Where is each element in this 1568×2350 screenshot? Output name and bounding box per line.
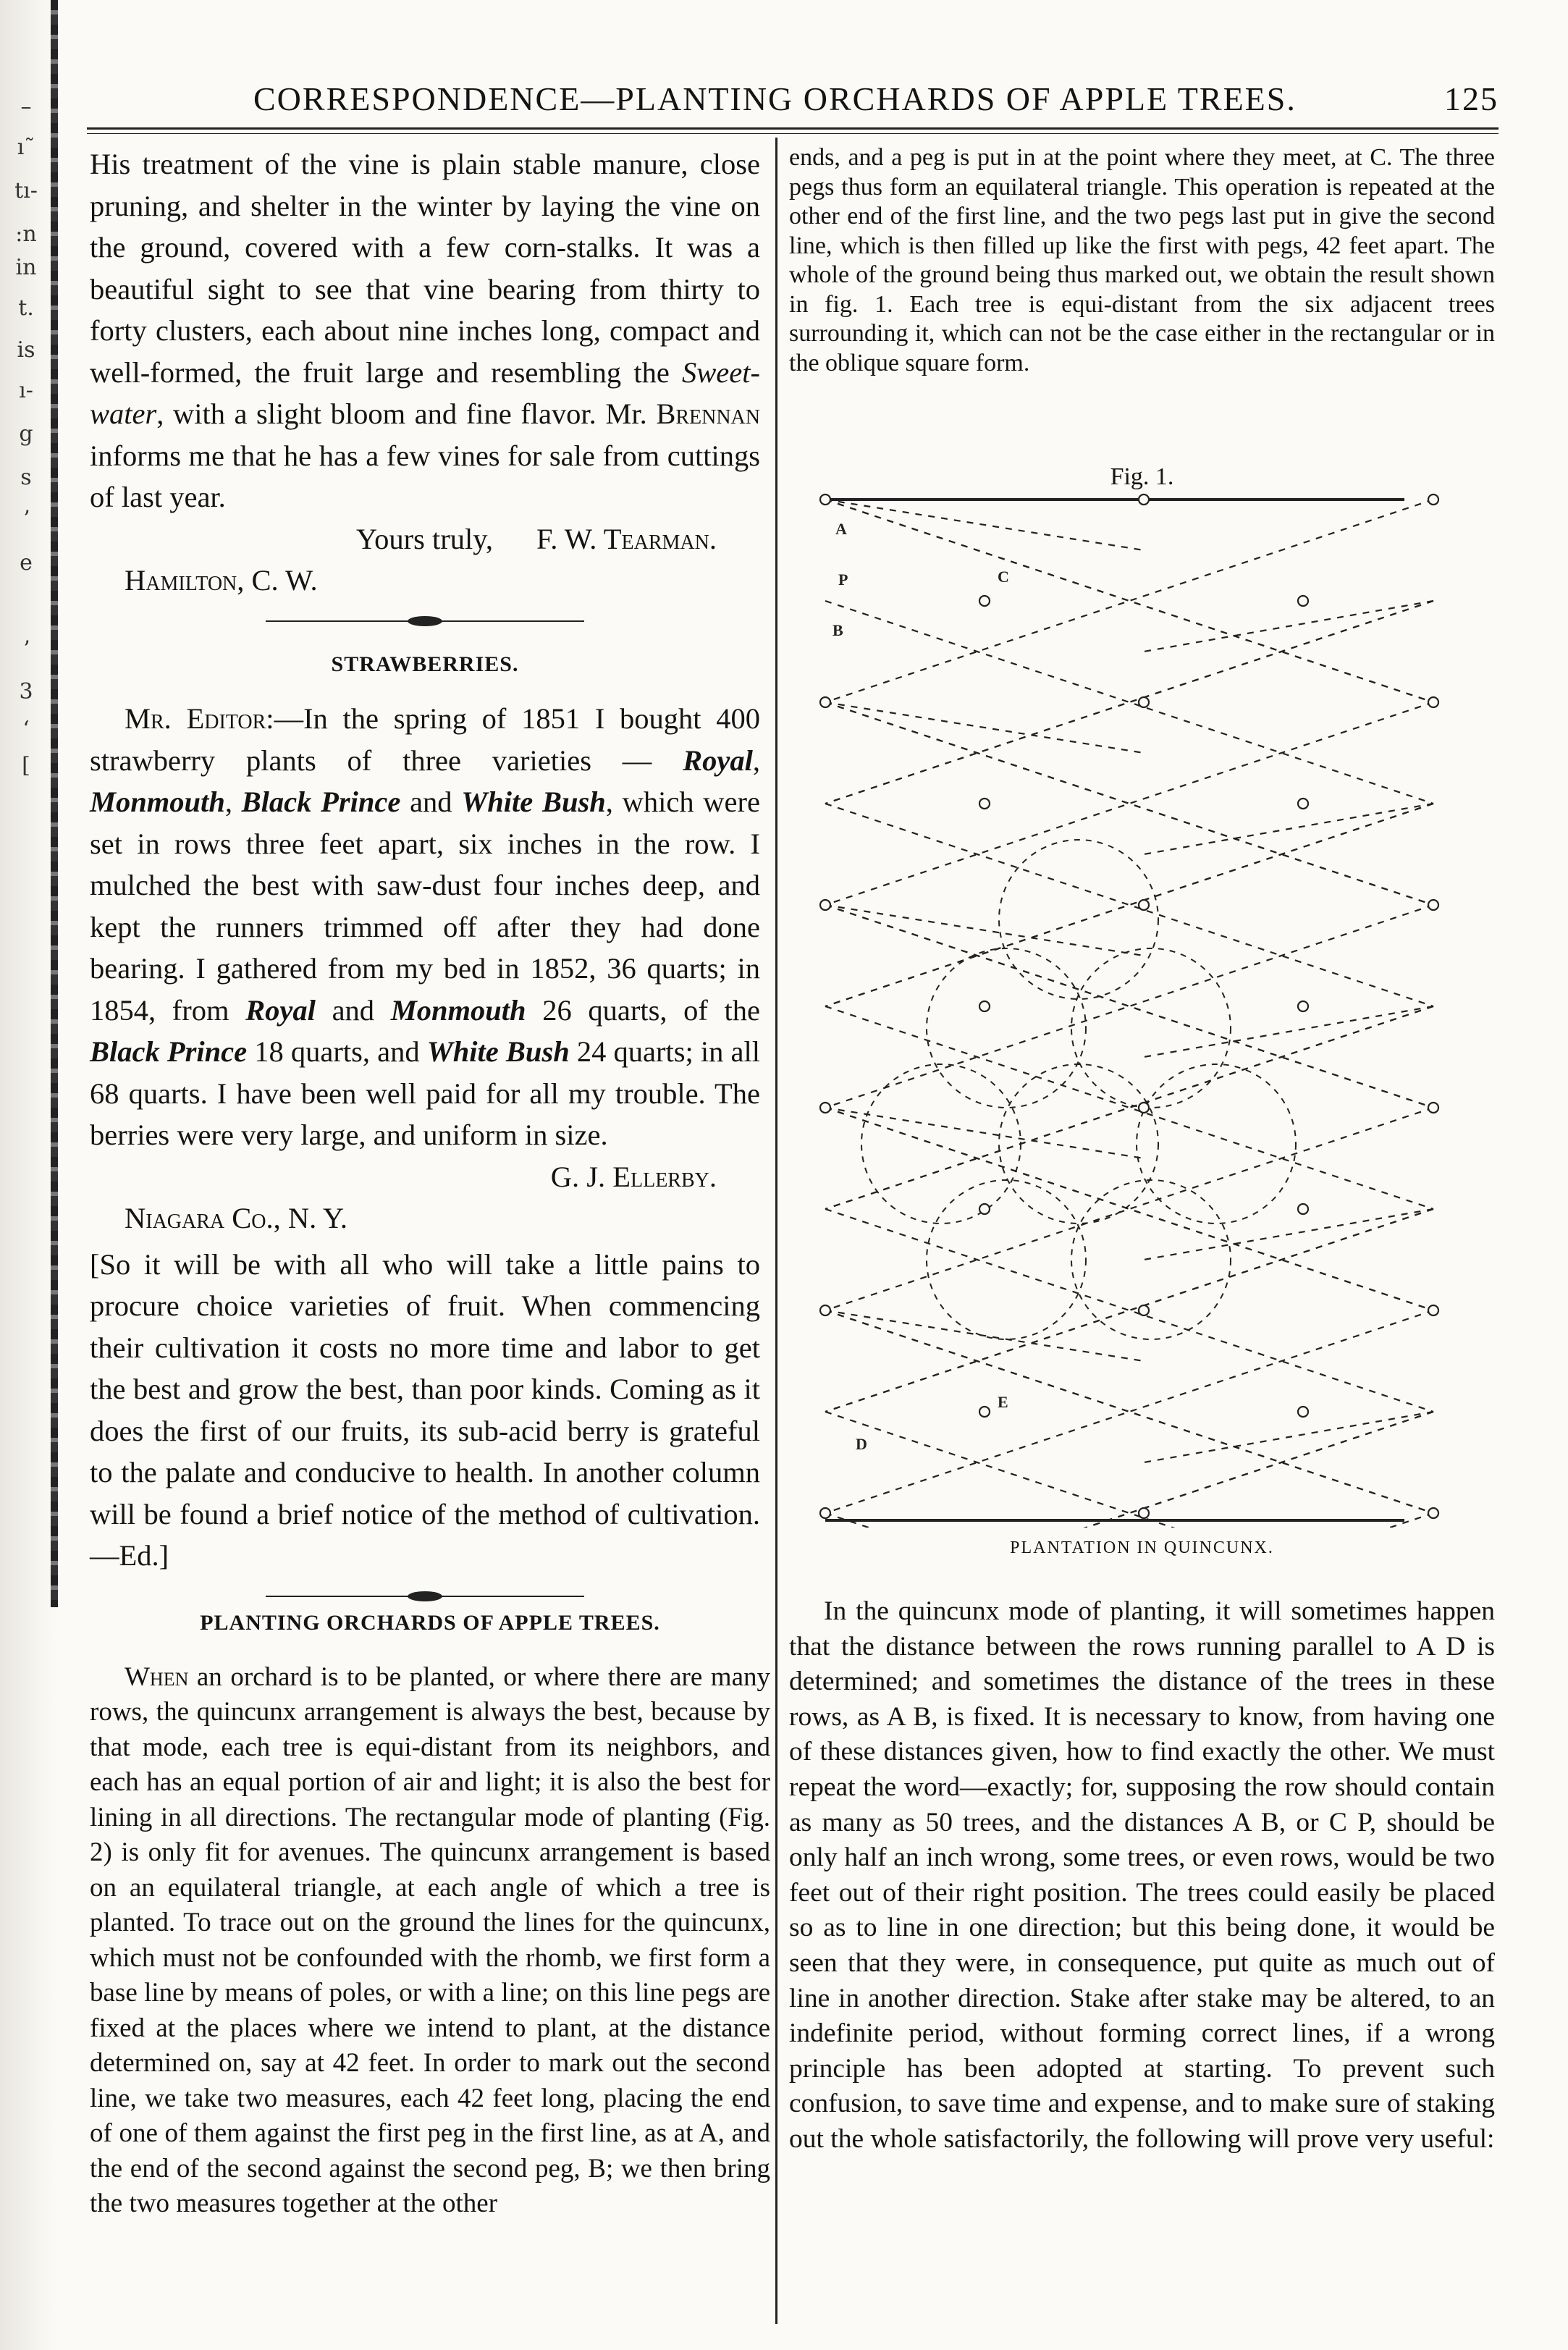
spacing-circle <box>927 1180 1086 1339</box>
apple-trees-heading: PLANTING ORCHARDS OF APPLE TREES. <box>200 1611 660 1635</box>
strawberries-place: Niagara Co., N. Y. <box>125 1202 348 1234</box>
lattice-line <box>825 905 1144 956</box>
continuation-paragraph: ends, and a peg is put in at the point where they meet, at C. The three pegs thus form an equilateral triangle. This operation is repeated at the other end of the first line, and the two pegs last put in give the second line, which is then filled up like the first with pegs, 42 feet apart. The whole of the ground being thus marked out, we obtain the result shown in fig. 1. Each tree is equi-distant from the six adjacent trees surrounding it, which can not be the case either in the rectangular or in the oblique square form. <box>789 144 1495 376</box>
label-a: A <box>835 520 847 538</box>
running-header <box>80 80 1499 130</box>
tree-marker <box>1139 1508 1149 1518</box>
lattice-line <box>825 1412 1433 1528</box>
spacing-circle <box>1137 1064 1296 1224</box>
column-rule <box>775 138 777 2324</box>
tree-marker <box>1139 494 1149 505</box>
gutter-fragment: [ <box>22 753 30 778</box>
tree-marker <box>1139 1103 1149 1113</box>
tree-marker <box>1298 1204 1308 1214</box>
quincunx-figure <box>811 492 1448 1528</box>
spacing-circle <box>1071 948 1231 1108</box>
tree-marker <box>1139 697 1149 707</box>
lattice-line <box>1144 601 1433 652</box>
gutter-fragment: :n <box>15 222 37 247</box>
gutter-fragment: ʼ <box>22 637 30 662</box>
gutter-fragment: t. <box>18 295 34 321</box>
lattice-line <box>825 1310 1144 1361</box>
tree-marker <box>1428 1103 1438 1113</box>
tree-marker <box>979 1001 990 1011</box>
tree-marker <box>820 697 830 707</box>
editor-note: [So it will be with all who will take a little pains to procure choice varieties of fruit. When commencing their cultivation it costs no more time and labor to get the best and grow the best, than poor kinds. Coming as it does the first of our fruits, its sub-acid berry is grateful to the palate and conducive to health. In another column will be found a brief notice of the method of cultivation.—Ed.] <box>90 1247 760 1572</box>
strawberries-paragraph: Mr. Editor:—In the spring of 1851 I bought 400 strawberry plants of three varieties — Royal, Monmouth, Black Prince and White Bush, which were set in rows three feet apart, six inches in the row. I mulched the best with saw-dust four inches deep, and kept the runners trimmed off after they had done bearing. I gathered from my bed in 1852, 36 quarts; in 1854, from Royal and Monmouth 26 quarts, of the Black Prince 18 quarts, and White Bush 24 quarts; in all 68 quarts. I have been well paid for all my trouble. The berries were very large, and uniform in size. <box>90 702 760 1151</box>
lattice-line <box>1144 804 1433 854</box>
tree-marker <box>979 1407 990 1417</box>
tree-marker <box>820 1305 830 1315</box>
binding-edge <box>51 0 58 1607</box>
lattice-line <box>825 1412 1433 1528</box>
gutter-fragment: in <box>15 255 37 280</box>
lattice-line <box>1144 1412 1433 1462</box>
page-number: 125 <box>1444 80 1499 117</box>
quincunx-paragraph: In the quincunx mode of planting, it will sometimes happen that the distance between the rows running parallel to A D is determined; and sometimes the distance of the trees in these rows, as A B, is fixed. It is necessary to know, from having one of these distances given, how to find exactly the other. We must repeat the word—exactly; for, supposing the row should contain as many as 50 trees, and the distances A B, or C P, should be only half an inch wrong, some trees, or even rows, would be two feet out of their right position. The trees could easily be placed so as to line in one direction; but this being done, it would be seen that they were, in consequence, put quite as much out of line in another direction. Stake after stake may be altered, to an indefinite period, without forming correct lines, if a wrong principle has been adopted at starting. To prevent such confusion, to save time and expense, and to make sure of staking out the whole satisfactorily, the following will prove very useful: <box>789 1596 1495 2154</box>
lattice-line <box>1144 1006 1433 1057</box>
spacing-circle <box>1071 1180 1231 1339</box>
letter-signature: Yours truly, F. W. Tearman. <box>355 522 717 555</box>
tree-marker <box>1298 799 1308 809</box>
apple-trees-paragraph: When an orchard is to be planted, or where there are many rows, the quincunx arrangement is always the best, because by that mode, each tree is equi-distant from its neighbors, and each has an equal portion of air and light; it is also the best for lining in all directions. The rectangular mode of planting (Fig. 2) is only fit for avenues. The quincunx arrangement is based on an equilateral triangle, at each angle of which a tree is planted. To trace out on the ground the lines for the quincunx, which must not be confounded with the rhomb, we first form a base line by means of poles, or with a line; on this line pegs are fixed at the places where we intend to plant, at the distance determined on, say at 42 feet. In order to mark out the second line, we take two measures, each 42 feet long, placing the end of one of them against the first peg in the first line, as at A, and the end of the second against the second peg, B; we then bring the two measures together at the other <box>90 1662 770 2218</box>
tree-marker <box>820 1103 830 1113</box>
lattice-line <box>825 702 1144 753</box>
section-divider <box>266 615 584 628</box>
label-b: B <box>833 621 843 639</box>
lattice-line <box>825 1108 1144 1158</box>
lattice-line <box>1144 1209 1433 1260</box>
tree-marker <box>1139 900 1149 910</box>
label-d: D <box>856 1435 867 1453</box>
gutter-fragment: ʼ <box>22 507 30 532</box>
label-c: C <box>998 568 1009 586</box>
lattice-line <box>825 1412 1433 1528</box>
tree-marker <box>1428 1305 1438 1315</box>
page-gutter <box>0 0 56 2350</box>
tree-marker <box>1428 697 1438 707</box>
gutter-fragment: 3 <box>19 679 33 704</box>
tree-marker <box>820 494 830 505</box>
right-column-bottom <box>789 1594 1495 2157</box>
letter-place: Hamilton, C. W. <box>125 564 318 597</box>
gutter-fragment: s <box>20 465 32 490</box>
gutter-fragment: tı- <box>14 178 38 203</box>
strawberries-heading: STRAWBERRIES. <box>331 652 519 676</box>
gutter-fragment: ı- <box>19 378 33 403</box>
tree-marker <box>820 900 830 910</box>
tree-marker <box>979 1204 990 1214</box>
tree-marker <box>979 596 990 606</box>
figure-caption: PLANTATION IN QUINCUNX. <box>1010 1538 1274 1557</box>
gutter-fragment: e <box>20 550 33 576</box>
figure-lines <box>825 500 1404 1520</box>
tree-marker <box>1428 494 1438 505</box>
tree-marker <box>1298 1407 1308 1417</box>
gutter-fragment: – <box>20 94 32 119</box>
spacing-circles <box>861 840 1296 1339</box>
gutter-fragment: ʻ <box>22 717 30 742</box>
header-rule-thin <box>87 133 1499 134</box>
tree-marker <box>979 799 990 809</box>
gutter-fragment: is <box>17 337 35 363</box>
tree-markers <box>820 494 1438 1518</box>
lattice-line <box>825 500 1144 550</box>
header-rule <box>87 127 1499 130</box>
tree-marker <box>820 1508 830 1518</box>
spacing-circle <box>999 840 1158 999</box>
label-e: E <box>998 1393 1008 1411</box>
right-column-top <box>789 143 1495 378</box>
running-title: CORRESPONDENCE—PLANTING ORCHARDS OF APPLE TREES. <box>253 80 1297 117</box>
tree-marker <box>1428 900 1438 910</box>
tree-marker <box>1139 1305 1149 1315</box>
gutter-fragment: g <box>19 421 33 447</box>
strawberries-signature: G. J. Ellerby. <box>550 1160 717 1193</box>
vine-paragraph: His treatment of the vine is plain stable manure, close pruning, and shelter in the winter by laying the vine on the ground, covered with a few corn-stalks. It was a beautiful sight to see that vine bearing from thirty to forty clusters, each about nine inches long, compact and well-formed, the fruit large and resembling the Sweet-water, with a slight bloom and fine flavor. Mr. Brennan informs me that he has a few vines for sale from cuttings of last year. <box>90 148 761 513</box>
tree-marker <box>1428 1508 1438 1518</box>
left-column-top <box>90 143 760 1619</box>
label-p: P <box>838 570 848 589</box>
section-divider-2 <box>266 1590 584 1603</box>
lattice-lines <box>825 500 1433 1528</box>
left-column-bottom <box>90 1601 770 2222</box>
tree-marker <box>1298 1001 1308 1011</box>
tree-marker <box>1298 596 1308 606</box>
figure-title: Fig. 1. <box>1110 463 1174 490</box>
gutter-fragment: ı˜ <box>17 135 35 160</box>
